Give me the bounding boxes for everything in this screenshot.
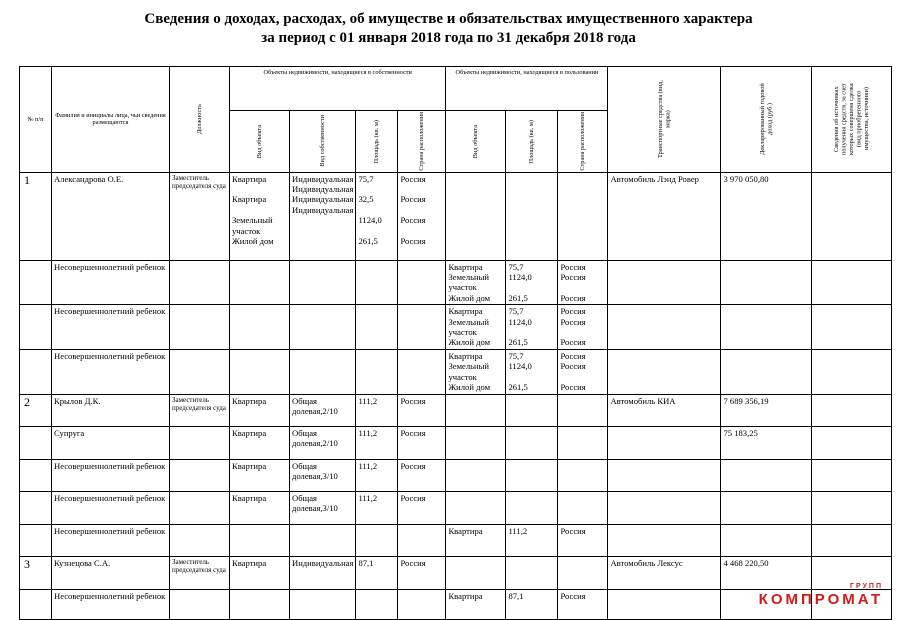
cell-used-country: Россия Россия Россия: [558, 305, 608, 350]
cell-used-area: [506, 491, 558, 524]
header-used-type: Вид объекта: [446, 111, 506, 173]
cell-owned-country: Россия: [398, 394, 446, 426]
cell-num: [20, 459, 52, 491]
cell-vehicles: [608, 459, 721, 491]
cell-num: 1: [20, 172, 52, 260]
cell-position: [170, 260, 230, 305]
cell-num: [20, 349, 52, 394]
cell-sources: [812, 305, 892, 350]
watermark-logo: ГРУПП КОМПРОМАТ: [758, 583, 883, 608]
cell-owned-ownership: Индивидуальная: [290, 556, 356, 589]
cell-owned-area: 111,2: [356, 426, 398, 459]
header-owned-area: Площадь (кв. м): [356, 111, 398, 173]
cell-position: [170, 426, 230, 459]
header-income: Декларированный годовой доход (руб.): [721, 67, 812, 173]
cell-used-country: [558, 394, 608, 426]
table-row: [20, 305, 892, 350]
cell-used-area: [506, 459, 558, 491]
cell-owned-country: [398, 260, 446, 305]
cell-owned-country: Россия: [398, 459, 446, 491]
cell-owned-type: Квартира: [230, 394, 290, 426]
cell-owned-type: Квартира: [230, 556, 290, 589]
cell-vehicles: [608, 491, 721, 524]
cell-used-area: 75,7 1124,0 261,5: [506, 260, 558, 305]
cell-sources: [812, 172, 892, 260]
cell-vehicles: [608, 260, 721, 305]
cell-income: 3 970 050,80: [721, 172, 812, 260]
cell-position: [170, 524, 230, 556]
cell-num: [20, 524, 52, 556]
cell-name: Александрова О.Е.: [52, 172, 170, 260]
cell-vehicles: Автомобиль КИА: [608, 394, 721, 426]
cell-vehicles: Автомобиль Лэнд Ровер: [608, 172, 721, 260]
cell-sources: [812, 260, 892, 305]
cell-position: Заместитель председателя суда: [170, 394, 230, 426]
cell-num: 3: [20, 556, 52, 589]
document-title: Сведения о доходах, расходах, об имуществе и обязательствах имущественного характера: [144, 11, 753, 27]
cell-used-area: [506, 556, 558, 589]
cell-name: Несовершеннолетний ребенок: [52, 349, 170, 394]
cell-used-type: [446, 491, 506, 524]
cell-vehicles: [608, 524, 721, 556]
cell-used-country: Россия: [558, 589, 608, 619]
cell-name: Несовершеннолетний ребенок: [52, 305, 170, 350]
cell-owned-area: 87,1: [356, 556, 398, 589]
cell-used-country: [558, 556, 608, 589]
cell-sources: [812, 491, 892, 524]
table-row: [20, 172, 892, 260]
cell-position: [170, 459, 230, 491]
cell-income: 4 468 220,50: [721, 556, 812, 589]
table-row: [20, 260, 892, 305]
cell-owned-country: [398, 349, 446, 394]
declaration-table: [19, 66, 892, 620]
cell-used-type: [446, 556, 506, 589]
cell-used-country: [558, 491, 608, 524]
cell-used-area: 75,7 1124,0 261,5: [506, 305, 558, 350]
cell-name: Супруга: [52, 426, 170, 459]
header-owned-type: Вид объекта: [230, 111, 290, 173]
cell-income: [721, 524, 812, 556]
cell-used-type: [446, 426, 506, 459]
cell-used-area: [506, 426, 558, 459]
cell-used-country: Россия: [558, 524, 608, 556]
table-body: [20, 172, 892, 619]
cell-sources: [812, 394, 892, 426]
cell-used-type: [446, 394, 506, 426]
cell-name: Несовершеннолетний ребенок: [52, 491, 170, 524]
cell-used-country: Россия Россия Россия: [558, 260, 608, 305]
cell-position: [170, 305, 230, 350]
header-num: № п/п: [20, 67, 52, 173]
table-row: [20, 459, 892, 491]
cell-owned-ownership: Общая долевая,3/10: [290, 459, 356, 491]
header-name: Фамилия и инициалы лица, чьи сведения размещаются: [52, 67, 170, 173]
cell-vehicles: [608, 426, 721, 459]
header-owned-ownership: Вид собственности: [290, 111, 356, 173]
cell-income: [721, 305, 812, 350]
header-vehicles: Транспортные средства (вид, марка): [608, 67, 721, 173]
cell-owned-country: Россия: [398, 426, 446, 459]
cell-position: Заместитель председателя суда: [170, 172, 230, 260]
cell-owned-ownership: Индивидуальная Индивидуальная Индивидуальная Индивидуальная: [290, 172, 356, 260]
cell-income: [721, 260, 812, 305]
cell-income: [721, 349, 812, 394]
cell-owned-country: Россия: [398, 491, 446, 524]
cell-owned-type: [230, 305, 290, 350]
cell-income: 7 689 356,19: [721, 394, 812, 426]
cell-owned-ownership: Общая долевая,2/10: [290, 394, 356, 426]
cell-position: [170, 349, 230, 394]
cell-owned-ownership: Общая долевая,2/10: [290, 426, 356, 459]
cell-owned-type: Квартира: [230, 491, 290, 524]
cell-num: [20, 305, 52, 350]
cell-name: Несовершеннолетний ребенок: [52, 459, 170, 491]
cell-used-country: [558, 172, 608, 260]
header-used-country: Страна расположения: [558, 111, 608, 173]
table-row: [20, 491, 892, 524]
cell-used-type: Квартира Земельный участок Жилой дом: [446, 305, 506, 350]
cell-position: Заместитель председателя суда: [170, 556, 230, 589]
cell-owned-type: [230, 349, 290, 394]
cell-sources: [812, 459, 892, 491]
header-owned-group: Объекты недвижимости, находящиеся в собственности: [230, 67, 446, 111]
cell-owned-area: 111,2: [356, 491, 398, 524]
cell-vehicles: [608, 349, 721, 394]
table-row: [20, 524, 892, 556]
cell-owned-type: [230, 524, 290, 556]
cell-used-area: 111,2: [506, 524, 558, 556]
cell-used-country: Россия Россия Россия: [558, 349, 608, 394]
cell-num: [20, 260, 52, 305]
cell-name: Несовершеннолетний ребенок: [52, 260, 170, 305]
cell-owned-type: Квартира: [230, 459, 290, 491]
cell-income: 75 183,25: [721, 426, 812, 459]
cell-owned-type: Квартира: [230, 426, 290, 459]
cell-num: [20, 426, 52, 459]
cell-used-area: [506, 172, 558, 260]
cell-sources: [812, 349, 892, 394]
cell-owned-ownership: [290, 524, 356, 556]
table-row: [20, 426, 892, 459]
cell-owned-area: [356, 260, 398, 305]
cell-owned-country: Россия Россия Россия Россия: [398, 172, 446, 260]
cell-used-type: [446, 172, 506, 260]
cell-owned-country: [398, 305, 446, 350]
cell-used-area: 87,1: [506, 589, 558, 619]
cell-num: 2: [20, 394, 52, 426]
cell-num: [20, 491, 52, 524]
cell-used-type: Квартира Земельный участок Жилой дом: [446, 349, 506, 394]
cell-owned-ownership: [290, 349, 356, 394]
header-position: Должность: [170, 67, 230, 173]
cell-owned-ownership: [290, 305, 356, 350]
cell-name: Крылов Д.К.: [52, 394, 170, 426]
cell-position: [170, 491, 230, 524]
cell-owned-area: [356, 305, 398, 350]
cell-owned-area: 75,7 32,5 1124,0 261,5: [356, 172, 398, 260]
cell-income: [721, 491, 812, 524]
cell-owned-ownership: [290, 260, 356, 305]
cell-owned-area: [356, 349, 398, 394]
cell-owned-ownership: Общая долевая,3/10: [290, 491, 356, 524]
cell-used-country: [558, 459, 608, 491]
cell-owned-type: Квартира Квартира Земельный участок Жилой дом: [230, 172, 290, 260]
header-used-group: Объекты недвижимости, находящиеся в пользовании: [446, 67, 608, 111]
cell-income: [721, 459, 812, 491]
cell-owned-area: 111,2: [356, 394, 398, 426]
cell-used-type: Квартира Земельный участок Жилой дом: [446, 260, 506, 305]
cell-used-area: [506, 394, 558, 426]
table-row: [20, 394, 892, 426]
header-owned-country: Страна расположения: [398, 111, 446, 173]
cell-owned-country: Россия: [398, 556, 446, 589]
cell-owned-country: [398, 524, 446, 556]
cell-used-country: [558, 426, 608, 459]
cell-name: Несовершеннолетний ребенок: [52, 524, 170, 556]
cell-sources: [812, 426, 892, 459]
cell-vehicles: Автомобиль Лексус: [608, 556, 721, 589]
cell-used-type: [446, 459, 506, 491]
table-row: [20, 349, 892, 394]
cell-owned-area: 111,2: [356, 459, 398, 491]
cell-used-area: 75,7 1124,0 261,5: [506, 349, 558, 394]
header-used-area: Площадь (кв. м): [506, 111, 558, 173]
document-subtitle: за период с 01 января 2018 года по 31 декабря 2018 года: [261, 30, 636, 46]
table-row: [20, 556, 892, 589]
cell-used-type: Квартира: [446, 524, 506, 556]
cell-sources: [812, 524, 892, 556]
cell-name: Кузнецова С.А.: [52, 556, 170, 589]
cell-name: Несовершеннолетний ребенок: [52, 589, 170, 619]
cell-owned-area: [356, 524, 398, 556]
cell-vehicles: [608, 305, 721, 350]
cell-owned-type: [230, 260, 290, 305]
header-sources: Сведения об источниках получения средств, за счет которых совершена сделка (вид приобретенного имущества, источники): [812, 67, 892, 173]
cell-used-type: Квартира: [446, 589, 506, 619]
